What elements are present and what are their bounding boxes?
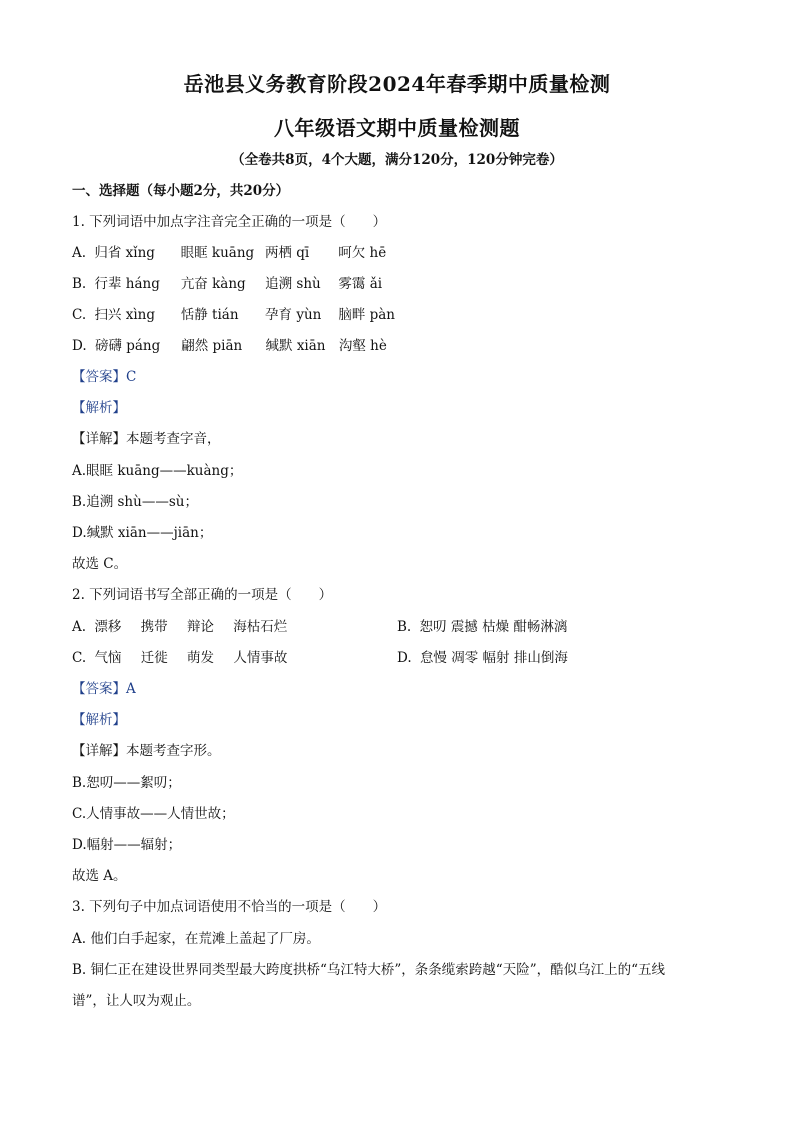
q2-note-c: C.人情事故——人情世故； bbox=[72, 806, 235, 822]
q2-detail: 【详解】本题考查字形。 bbox=[72, 743, 221, 759]
q2-conclusion: 故选 A。 bbox=[72, 868, 127, 884]
q2-note-d: D.幅射——辐射； bbox=[72, 837, 182, 853]
q2-option-b: B. 恕叨 震撼 枯燥 酣畅淋漓 bbox=[397, 619, 568, 635]
question-2-stem: 2. 下列词语书写全部正确的一项是（ ） bbox=[72, 587, 333, 603]
q2-note-b: B.恕叨——絮叨； bbox=[72, 775, 181, 791]
q1-conclusion: 故选 C。 bbox=[72, 556, 128, 572]
document-title: 岳池县义务教育阶段2024年春季期中质量检测 bbox=[183, 72, 611, 96]
q1-option-b: B. 行辈 háng 亢奋 kàng 追溯 shù 雾霭 ǎi bbox=[72, 276, 383, 292]
q3-option-b-line2: 谱”，让人叹为观止。 bbox=[72, 993, 201, 1009]
question-1-stem: 1. 下列词语中加点字注音完全正确的一项是（ ） bbox=[72, 214, 387, 230]
q2-option-d: D. 怠慢 凋零 幅射 排山倒海 bbox=[397, 650, 568, 666]
q1-note-b: B.追溯 shù——sù； bbox=[72, 494, 198, 510]
q2-answer: 【答案】A bbox=[72, 681, 136, 697]
q1-note-d: D.缄默 xiān——jiān； bbox=[72, 525, 213, 541]
q1-option-d: D. 磅礴 páng 翩然 piān 缄默 xiān 沟壑 hè bbox=[72, 338, 387, 354]
q2-analysis-label: 【解析】 bbox=[72, 712, 126, 728]
q1-detail: 【详解】本题考查字音， bbox=[72, 431, 221, 447]
q1-analysis-label: 【解析】 bbox=[72, 400, 126, 416]
q1-option-c: C. 扫兴 xìng 恬静 tián 孕育 yùn 脑畔 pàn bbox=[72, 307, 396, 323]
q3-option-b-line1: B. 铜仁正在建设世界同类型最大跨度拱桥“乌江特大桥”，条条缆索跨越“天险”，酷似乌江上的“五线 bbox=[72, 962, 666, 978]
q2-option-c: C. 气恼 迁徙 萌发 人情事故 bbox=[72, 650, 288, 666]
section-heading: 一、选择题（每小题2分，共20分） bbox=[72, 183, 290, 199]
q3-option-a: A. 他们白手起家，在荒滩上盖起了厂房。 bbox=[72, 931, 320, 947]
exam-info: （全卷共8页，4个大题，满分120分，120分钟完卷） bbox=[231, 152, 563, 168]
q1-option-a: A. 归省 xǐng 眼眶 kuāng 两栖 qī 呵欠 hē bbox=[72, 245, 387, 261]
question-3-stem: 3. 下列句子中加点词语使用不恰当的一项是（ ） bbox=[72, 899, 387, 915]
q2-option-a: A. 漂移 携带 辩论 海枯石烂 bbox=[72, 619, 288, 635]
q1-answer: 【答案】C bbox=[72, 369, 137, 385]
q1-note-a: A.眼眶 kuāng——kuàng； bbox=[72, 463, 243, 479]
document-subtitle: 八年级语文期中质量检测题 bbox=[274, 116, 520, 140]
